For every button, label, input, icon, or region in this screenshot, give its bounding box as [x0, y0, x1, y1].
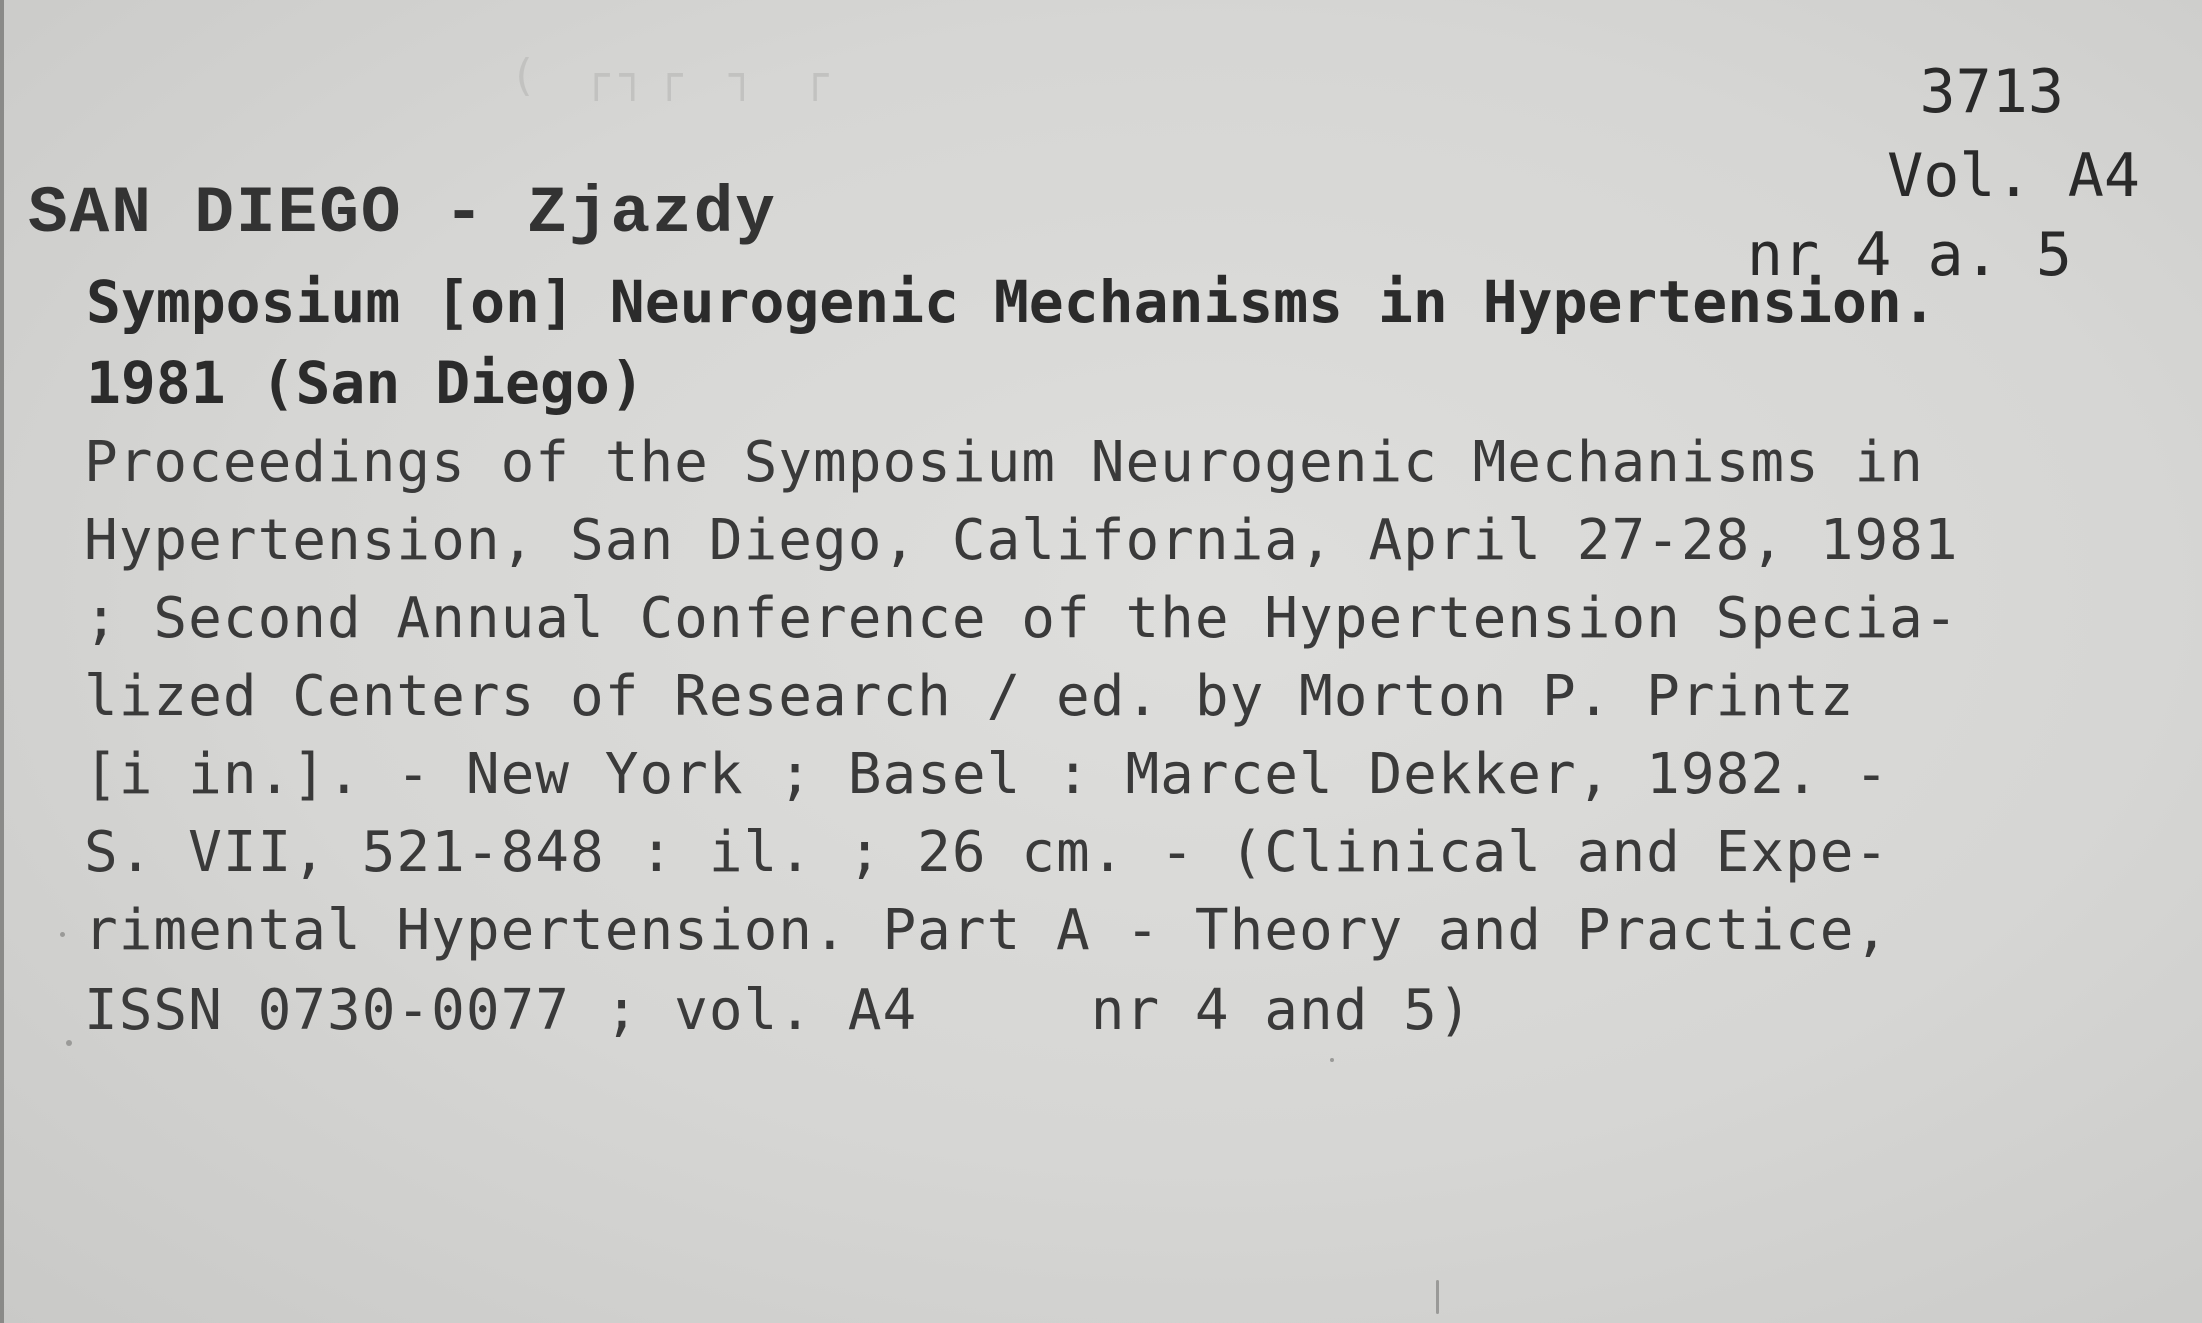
dust-speck — [60, 932, 65, 937]
description-line: [i in.]. - New York ; Basel : Marcel Dekker, 1982. - — [84, 742, 1890, 807]
description-line: ISSN 0730-0077 ; vol. A4 nr 4 and 5) — [84, 978, 1473, 1043]
card-left-edge — [0, 0, 4, 1323]
call-number-line: 3713 — [1919, 57, 2064, 127]
dust-speck — [1436, 1280, 1439, 1314]
call-number-volume: Vol. A4 — [1887, 141, 2140, 211]
description-line: ; Second Annual Conference of the Hypertension Specia- — [84, 586, 1959, 651]
dust-speck — [66, 1040, 72, 1046]
faint-stamp-mark: ( ┌┐┌ ┐ ┌ — [510, 50, 839, 101]
subject-heading: SAN DIEGO - Zjazdy — [28, 176, 777, 251]
main-entry-title: Symposium [on] Neurogenic Mechanisms in Hypertension. — [86, 268, 1937, 336]
description-line: Proceedings of the Symposium Neurogenic Mechanisms in — [84, 430, 1924, 495]
call-number-issue: nr 4 a. 5 — [1746, 220, 2072, 290]
description-line: Hypertension, San Diego, California, April 27-28, 1981 — [84, 508, 1959, 573]
dust-speck — [1330, 1058, 1334, 1062]
description-line: lized Centers of Research / ed. by Morton P. Printz — [84, 664, 1855, 729]
main-entry-date-place: 1981 (San Diego) — [86, 349, 645, 417]
description-line: S. VII, 521-848 : il. ; 26 cm. - (Clinical and Expe- — [84, 820, 1890, 885]
description-line: rimental Hypertension. Part A - Theory and Practice, — [84, 898, 1890, 963]
